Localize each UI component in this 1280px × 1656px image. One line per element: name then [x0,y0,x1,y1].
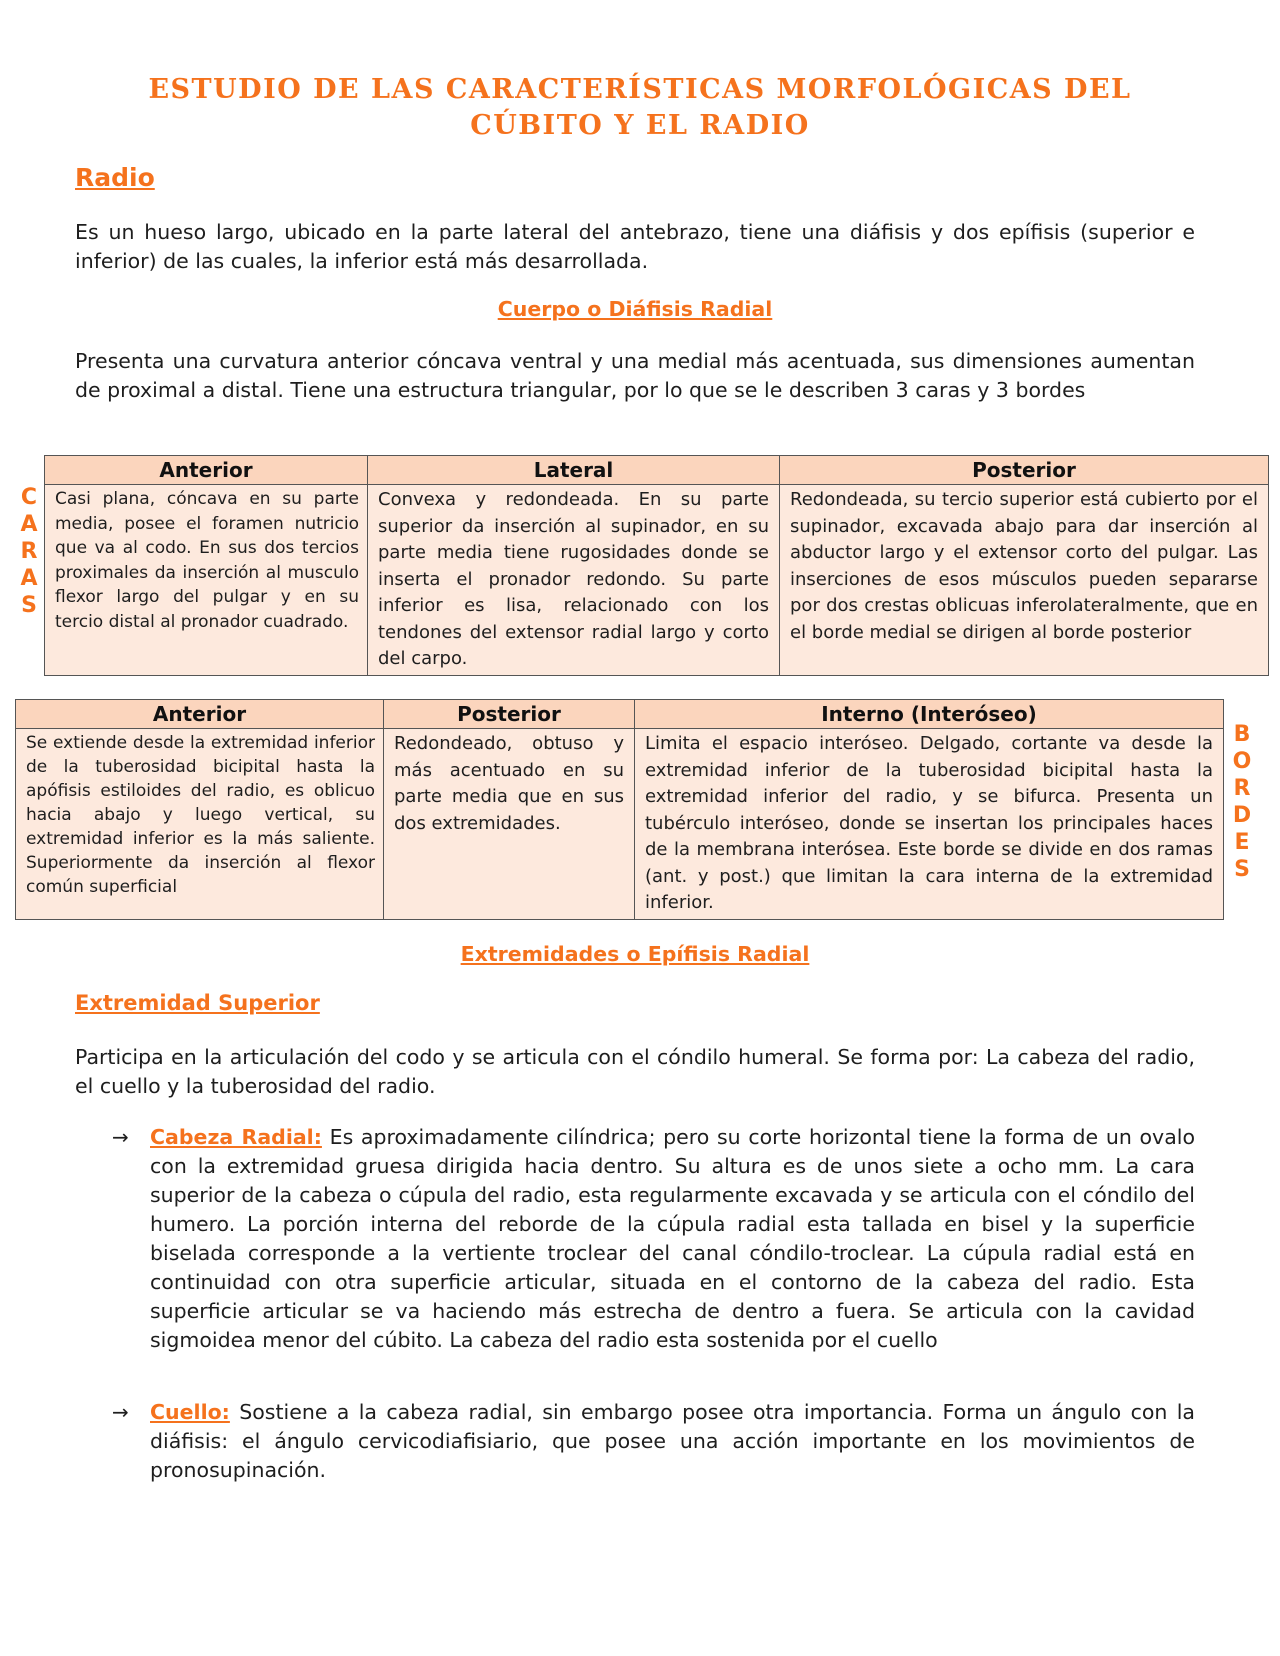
bullet-text [150,1123,1195,1355]
caras-letter: S [21,593,37,618]
bullet-cabeza-radial [112,1123,1195,1355]
bordes-cell-interno: Limita el espacio interóseo. Delgado, cortante va desde la extremidad inferior de la tuberosidad bicipital hasta la extremidad inferior del radio, y se bifurca. Presenta un tubérculo interóseo, donde se insertan los principales haces de la membrana interósea. Este borde se divide en dos ramas (ant. y post.) que limitan la cara interna de la extremidad inferior. [635,729,1224,920]
extremidades-heading: Extremidades o Epífisis Radial [460,942,810,966]
title-line-1: ESTUDIO DE LAS CARACTERÍSTICAS MORFOLÓGICAS DEL [148,74,1132,105]
cuerpo-heading: Cuerpo o Diáfisis Radial [497,297,773,321]
caras-cell-lateral: Convexa y redondeada. En su parte superior da inserción al supinador, en su parte media tiene rugosidades donde se inserta el pronador redondo. Su parte inferior es lisa, relacionado con los tendones del extensor radial largo y corto del carpo. [368,485,780,676]
caras-header-posterior: Posterior [780,456,1269,485]
bordes-header-anterior: Anterior [16,700,384,729]
bordes-cell-posterior: Redondeado, obtuso y más acentuado en su parte media que en sus dos extremidades. [384,729,635,920]
right-arrow-icon: → [112,1400,129,1424]
caras-side-label [16,484,42,619]
bordes-header-interno: Interno (Interóseo) [635,700,1224,729]
document-title [60,72,1220,144]
caras-header-anterior: Anterior [45,456,368,485]
extremidad-superior-paragraph: Participa en la articulación del codo y se articula con el cóndilo humeral. Se forma por: La cabeza del radio, el cuello y la tuberosidad del radio. [75,1045,1195,1098]
cuerpo-paragraph: Presenta una curvatura anterior cóncava ventral y una medial más acentuada, sus dimensiones aumentan de proximal a distal. Tiene una estructura triangular, por lo que se le describen 3 caras y 3 bordes [75,349,1195,402]
bullet-body: Es aproximadamente cilíndrica; pero su corte horizontal tiene la forma de un ovalo con la extremidad gruesa dirigida hacia dentro. Su altura es de unos siete a ocho mm. La cara superior de la cabeza o cúpula del radio, esta regularmente excavada y se articula con el cóndilo del humero. La porción interna del reborde de la cúpula radial esta tallada en bisel y la superficie biselada corresponde a la vertiente troclear del canal cóndilo-troclear. La cúpula radial está en continuidad con otra superficie articular, situada en el contorno de la cabeza del radio. Esta superficie articular se va haciendo más estrecha de dentro a fuera. Se articula con la cavidad sigmoidea menor del cúbito. La cabeza del radio esta sostenida por el cuello [150,1125,1195,1352]
bordes-letter: E [1234,830,1250,855]
bordes-header-posterior: Posterior [384,700,635,729]
bordes-cell-anterior: Se extiende desde la extremidad inferior de la tuberosidad bicipital hasta la apófisis estiloides del radio, es oblicuo hacia abajo y luego vertical, su extremidad inferior es la más saliente. Superiormente da inserción al flexor común superficial [16,729,384,920]
extremidad-superior-heading: Extremidad Superior [75,991,320,1015]
caras-header-lateral: Lateral [368,456,780,485]
bordes-header-row [16,700,1224,729]
bordes-letter: R [1233,776,1251,801]
bullet-label: Cabeza Radial: [150,1125,322,1149]
bordes-letter: B [1233,722,1251,747]
caras-letter: R [20,539,38,564]
bullet-body: Sostiene a la cabeza radial, sin embargo posee otra importancia. Forma un ángulo con la diáfisis: el ángulo cervicodiafisiario, que posee una acción importante en los movimientos de pronosupinación. [150,1400,1195,1482]
bullet-label: Cuello: [150,1400,230,1424]
title-line-2: CÚBITO Y EL RADIO [470,110,810,141]
caras-letter: C [20,485,38,510]
caras-letter: A [20,566,38,591]
caras-letter: A [20,512,38,537]
bullet-cuello [112,1398,1195,1485]
radio-intro-paragraph: Es un hueso largo, ubicado en la parte lateral del antebrazo, tiene una diáfisis y dos epífisis (superior e inferior) de las cuales, la inferior está más desarrollada. [75,220,1195,273]
bordes-table [15,699,1224,920]
caras-cell-posterior: Redondeada, su tercio superior está cubierto por el supinador, excavada abajo para dar inserción al abductor largo y el extensor corto del pulgar. Las inserciones de esos músculos pueden separarse por dos crestas oblicuas inferolateralmente, que en el borde medial se dirigen al borde posterior [780,485,1269,676]
caras-table [44,455,1269,676]
bordes-side-label [1229,721,1255,883]
caras-header-row [45,456,1269,485]
bordes-letter: S [1234,857,1250,882]
radio-heading: Radio [75,163,155,192]
bullet-text [150,1398,1195,1485]
bordes-content-row [16,729,1224,920]
right-arrow-icon: → [112,1125,129,1149]
bordes-letter: D [1232,803,1252,828]
bordes-letter: O [1232,749,1252,774]
caras-cell-anterior: Casi plana, cóncava en su parte media, posee el foramen nutricio que va al codo. En sus dos tercios proximales da inserción al musculo flexor largo del pulgar y en su tercio distal al pronador cuadrado. [45,485,368,676]
caras-content-row [45,485,1269,676]
